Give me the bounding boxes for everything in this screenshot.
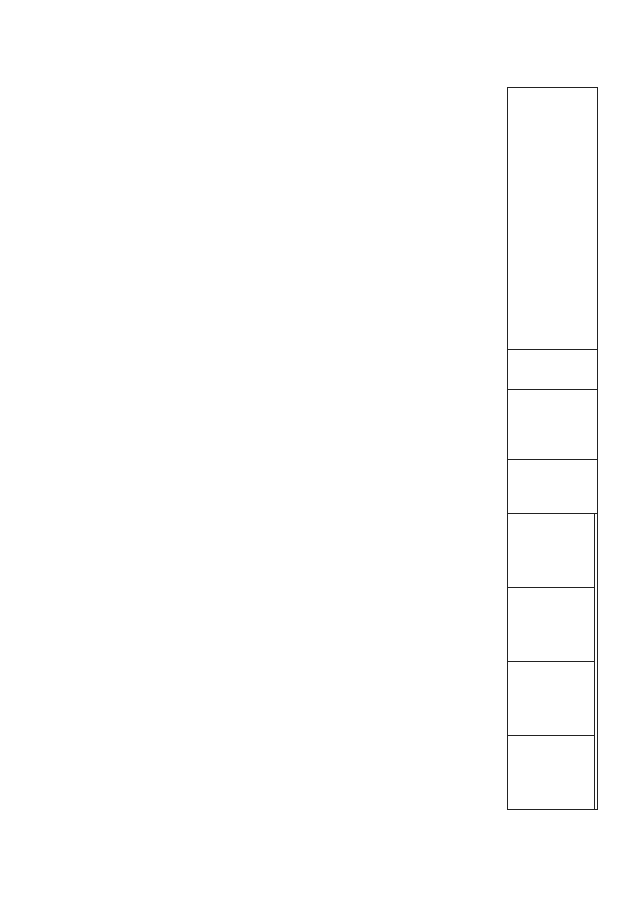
header-beyond-plan-period xyxy=(508,736,595,810)
payments-table xyxy=(508,87,599,810)
header-second-plan-year xyxy=(508,662,595,736)
header-sum xyxy=(595,514,598,810)
header-budget-code xyxy=(508,390,598,460)
header-first-plan-year xyxy=(508,588,595,662)
header-analytic-code xyxy=(508,460,598,514)
header-current-year xyxy=(508,514,595,588)
header-line-code xyxy=(508,350,598,390)
header-indicator-name xyxy=(508,88,598,350)
